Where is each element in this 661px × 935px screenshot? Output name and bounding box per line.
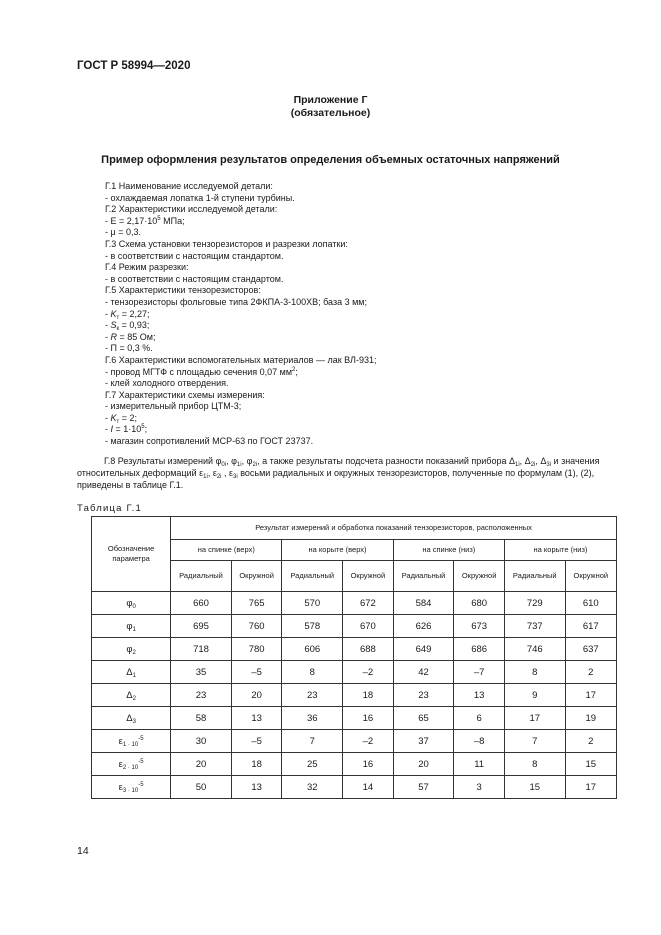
- subcolumn-header: Окружной: [343, 561, 394, 592]
- table-cell: 20: [393, 753, 454, 776]
- table-cell: –2: [343, 730, 394, 753]
- subcolumn-header: Радиальный: [282, 561, 343, 592]
- results-table: [91, 516, 617, 799]
- page-number: 14: [77, 845, 89, 857]
- table-cell: 15: [504, 776, 565, 799]
- table-row: [92, 638, 617, 661]
- table-cell: 20: [171, 753, 232, 776]
- row-parameter: $\varphi_1$: [92, 615, 171, 638]
- table-cell: 2: [565, 730, 616, 753]
- item-g5e: - П = 0,3 %.: [105, 343, 153, 354]
- table-cell: 718: [171, 638, 232, 661]
- table-cell: 695: [171, 615, 232, 638]
- table-cell: 35: [171, 661, 232, 684]
- table-cell: 23: [282, 684, 343, 707]
- table-cell: 760: [231, 615, 282, 638]
- appendix-heading: [0, 94, 661, 120]
- item-g4: Г.4 Режим разрезки:: [105, 262, 189, 273]
- subcolumn-header: Радиальный: [393, 561, 454, 592]
- item-g2b: - μ = 0,3.: [105, 227, 141, 238]
- table-cell: 6: [454, 707, 505, 730]
- characteristics-list: [105, 181, 376, 448]
- item-g5b: - $K_т = 2,27$;: [105, 308, 150, 321]
- table-cell: 7: [282, 730, 343, 753]
- item-g3: Г.3 Схема установки тензорезисторов и разрезки лопатки:: [105, 238, 348, 249]
- table-cell: 36: [282, 707, 343, 730]
- item-g6a: - провод МГТФ с площадью сечения 0,07 $мм^2$;: [105, 366, 298, 377]
- table-cell: 3: [454, 776, 505, 799]
- table-row: [92, 776, 617, 799]
- table-cell: 672: [343, 592, 394, 615]
- appendix-label: Приложение Г: [293, 94, 368, 106]
- table-cell: 20: [231, 684, 282, 707]
- subcolumn-header: Окружной: [454, 561, 505, 592]
- table-cell: 13: [454, 684, 505, 707]
- table-cell: 13: [231, 707, 282, 730]
- table-cell: 649: [393, 638, 454, 661]
- table-cell: 606: [282, 638, 343, 661]
- group-header: Результат измерений и обработка показаний тензорезисторов, расположенных: [171, 517, 617, 540]
- item-g7a: - измерительный прибор ЦТМ-3;: [105, 401, 242, 412]
- item-g5d: - R = 85 Ом;: [105, 331, 156, 342]
- table-cell: 57: [393, 776, 454, 799]
- item-g7c: - $I = 1\cdot 10^5$;: [105, 424, 148, 435]
- table-cell: –2: [343, 661, 394, 684]
- table-cell: 670: [343, 615, 394, 638]
- row-parameter: $\varphi_2$: [92, 638, 171, 661]
- item-g3a: - в соответствии с настоящим стандартом.: [105, 250, 284, 261]
- table-cell: 23: [393, 684, 454, 707]
- table-cell: 673: [454, 615, 505, 638]
- table-cell: 765: [231, 592, 282, 615]
- table-cell: 626: [393, 615, 454, 638]
- table-cell: 8: [282, 661, 343, 684]
- table-cell: 14: [343, 776, 394, 799]
- table-body: [92, 592, 617, 799]
- row-parameter: $\varphi_0$: [92, 592, 171, 615]
- subgroup-header: на корыте (низ): [504, 540, 616, 561]
- item-g7b: - $K_т = 2$;: [105, 412, 138, 425]
- subcolumn-header: Радиальный: [171, 561, 232, 592]
- table-cell: 30: [171, 730, 232, 753]
- table-cell: 9: [504, 684, 565, 707]
- table-cell: 617: [565, 615, 616, 638]
- table-row: [92, 592, 617, 615]
- item-g1: Г.1 Наименование исследуемой детали:: [105, 181, 273, 191]
- subcolumn-header: Окружной: [565, 561, 616, 592]
- table-cell: 660: [171, 592, 232, 615]
- document-header: ГОСТ Р 58994—2020: [77, 60, 191, 72]
- subgroup-header: на спинке (верх): [171, 540, 282, 561]
- appendix-status: (обязательное): [290, 107, 371, 119]
- subgroup-header: на спинке (низ): [393, 540, 504, 561]
- table-cell: 688: [343, 638, 394, 661]
- item-g5c: - $S_к = 0,93$;: [105, 320, 150, 333]
- table-cell: –5: [231, 730, 282, 753]
- table-cell: 11: [454, 753, 505, 776]
- item-g7: Г.7 Характеристики схемы измерения:: [105, 389, 265, 400]
- section-title: Пример оформления результатов определения объемных остаточных напряжений: [101, 154, 560, 166]
- row-parameter: $\Delta_3$: [92, 707, 171, 730]
- table-cell: 610: [565, 592, 616, 615]
- table-cell: 680: [454, 592, 505, 615]
- table-cell: 686: [454, 638, 505, 661]
- table-cell: 19: [565, 707, 616, 730]
- item-g6b: - клей холодного отвердения.: [105, 378, 229, 389]
- table-cell: 65: [393, 707, 454, 730]
- item-g1a: - охлаждаемая лопатка 1-й ступени турбины.: [105, 192, 295, 203]
- table-cell: 584: [393, 592, 454, 615]
- row-parameter: $\Delta_1$: [92, 661, 171, 684]
- subcolumn-header: Окружной: [231, 561, 282, 592]
- table-cell: 25: [282, 753, 343, 776]
- table-cell: 8: [504, 661, 565, 684]
- subcolumn-header: Радиальный: [504, 561, 565, 592]
- table-row: [92, 615, 617, 638]
- table-cell: 17: [504, 707, 565, 730]
- table-cell: 780: [231, 638, 282, 661]
- table-row: [92, 753, 617, 776]
- table-cell: 746: [504, 638, 565, 661]
- item-g4a: - в соответствии с настоящим стандартом.: [105, 273, 284, 284]
- table-row: [92, 661, 617, 684]
- table-cell: 16: [343, 753, 394, 776]
- item-g2a: - $E = 2,17\cdot 10^5$ МПа;: [105, 215, 185, 226]
- table-cell: 37: [393, 730, 454, 753]
- table-cell: 729: [504, 592, 565, 615]
- row-parameter: $\varepsilon_{3 \cdot 10}^{-5}$: [92, 776, 171, 799]
- row-parameter: $\varepsilon_{1 \cdot 10}^{-5}$: [92, 730, 171, 753]
- table-cell: 17: [565, 776, 616, 799]
- table-cell: 32: [282, 776, 343, 799]
- table-cell: –5: [231, 661, 282, 684]
- item-g5: Г.5 Характеристики тензорезисторов:: [105, 285, 261, 296]
- table-cell: 58: [171, 707, 232, 730]
- table-cell: 13: [231, 776, 282, 799]
- table-cell: 637: [565, 638, 616, 661]
- item-g7d: - магазин сопротивлений МСР-63 по ГОСТ 23737.: [105, 436, 314, 447]
- table-caption: Таблица Г.1: [77, 503, 142, 514]
- table-cell: 42: [393, 661, 454, 684]
- table-cell: 578: [282, 615, 343, 638]
- table-cell: 737: [504, 615, 565, 638]
- table-row: [92, 707, 617, 730]
- item-g2: Г.2 Характеристики исследуемой детали:: [105, 204, 278, 215]
- table-cell: 50: [171, 776, 232, 799]
- table-cell: 570: [282, 592, 343, 615]
- row-parameter: $\varepsilon_{2 \cdot 10}^{-5}$: [92, 753, 171, 776]
- table-cell: 18: [231, 753, 282, 776]
- subgroup-header: на корыте (верх): [282, 540, 393, 561]
- table-row: [92, 730, 617, 753]
- table-cell: –8: [454, 730, 505, 753]
- table-cell: 2: [565, 661, 616, 684]
- table-row: [92, 684, 617, 707]
- param-column-header: Обозначение параметра: [92, 517, 171, 592]
- table-cell: –7: [454, 661, 505, 684]
- table-cell: 17: [565, 684, 616, 707]
- table-cell: 15: [565, 753, 616, 776]
- table-cell: 7: [504, 730, 565, 753]
- item-g5a: - тензорезисторы фольговые типа 2ФКПА-3-100ХВ; база 3 мм;: [105, 296, 367, 307]
- table-cell: 23: [171, 684, 232, 707]
- table-cell: 16: [343, 707, 394, 730]
- item-g6: Г.6 Характеристики вспомогательных материалов — лак ВЛ-931;: [105, 354, 377, 365]
- paragraph-g8: Г.8 Результаты измерений $\varphi_{0i}$, $\varphi_{1i}$, $\varphi_{2i}$, а также результаты подсчета разности показаний прибора $\Delta_{1i}$, $\Delta_{2i}$, $\Delta_{3i}$ и значения относительных деформаций $\varepsilon_{1i}$, $\varepsilon_{2i}$ , $\varepsilon_{3i}$ восьми радиальных и окружных тензорезисторов, полученные по формулам (1), (2), приведены в таблице Г.1.: [77, 456, 600, 490]
- row-parameter: $\Delta_2$: [92, 684, 171, 707]
- table-cell: 18: [343, 684, 394, 707]
- table-cell: 8: [504, 753, 565, 776]
